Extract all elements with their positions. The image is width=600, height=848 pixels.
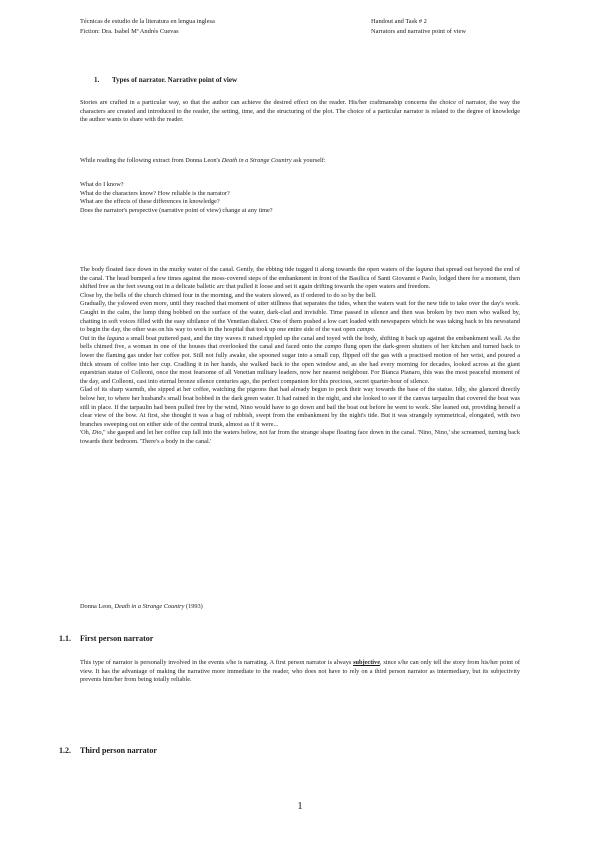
handout-title: Handout and Task # 2 bbox=[371, 18, 427, 25]
novel-extract bbox=[80, 266, 520, 446]
citation: Donna Leon, Death in a Strange Country (1993) bbox=[80, 603, 203, 610]
section-1-2-heading bbox=[59, 746, 157, 755]
extract-paragraph: Glad of its sharp warmth, she sipped at her coffee, watching the pigeons that had already begun to peck their way towards the base of the statue. Idly, she glanced directly below her, to where her husband's small boat bobbed in the dark green water. It had rained in the night, and she looked to see if the canvas tarpaulin that covered the boat was still in place. If the tarpaulin had been pulled free by the wind, Nino would have to go down and bail the boat out before he went to work. She leaned out, providing herself a clear view of the bow. At first, she thought it was a bag of rubbish, swept from the embankment by the night's tide. But it was strangely symmetrical, elongated, with two branches sweeping out on either side of the central trunk, almost as if it were... bbox=[80, 386, 520, 428]
header-right bbox=[371, 17, 521, 37]
citation-title: Death in a Strange Country bbox=[114, 603, 185, 610]
prompt-text-end: ask yourself: bbox=[291, 157, 326, 164]
section-1-heading bbox=[94, 76, 237, 84]
section-1-title: Types of narrator. Narrative point of view bbox=[112, 76, 238, 84]
intro-paragraph: Stories are crafted in a particular way, so that the author can achieve the desired effect on the reader. His/her craftmanship concerns the choice of narrator, the way the characters are created and introduced to the reader, the setting, time, and the structuring of the plot. The choice of a particular narrator is related to the degree of knowledge the author wants to share with the reader. bbox=[80, 99, 520, 124]
section-1-1-title: First person narrator bbox=[80, 634, 154, 643]
header-left bbox=[80, 17, 215, 37]
prompt-book-title: Death in a Strange Country bbox=[221, 157, 292, 164]
extract-paragraph: Out in the laguna a small boat puttered past, and the tiny waves it raised rippled up the canal and toyed with the body, shifting it back up against the embankment wall. As the bells chimed five, a woman in one of the houses that overlooked the canal and faced onto the campo flung open the dark-green shutters of her kitchen and turned back to lower the flaming gas under her coffee pot. Still not fully awake, she spooned sugar into a small cup, flipped off the gas with a practised motion of her wrist, and poured a thick stream of coffee into her cup. Cradling it in her hands, she walked back to the open window and, as she had every morning for decades, looked across at the giant equestrian statue of Colleoni, once the most fearsome of all Venetian military leaders, now her nearest neighbour. For Bianca Pianaro, this was the most peaceful moment of the day, and Colleoni, cast into eternal bronze silence centuries ago, the perfect companion for this precious, secret quarter-hour of silence. bbox=[80, 334, 521, 385]
extract-paragraph: Close by, the bells of the church chimed four in the morning, and the waters slowed, as if ordered to do so by the bell. bbox=[80, 291, 377, 299]
course-title: Técnicas de estudio de la literatura en lengua inglesa bbox=[80, 18, 215, 25]
extract-paragraph: 'Oh, Dio," she gasped and let her coffee cup fall into the waters below, not far from the strange shape floating face down in the canal. 'Nino, Nino,' she screamed, turning back towards their bedroom. 'There's a body in the canal.' bbox=[80, 429, 520, 445]
question: What do I know? bbox=[80, 181, 124, 188]
reading-prompt bbox=[80, 157, 520, 166]
question: What do the characters know? How reliable is the narrator? bbox=[80, 189, 230, 197]
section-1-number: 1. bbox=[94, 76, 100, 84]
section-1-intro bbox=[80, 99, 520, 125]
section-1-1-text: This type of narrator is personally involved in the events s/he is narrating. A first person narrator is always subjective, since s/he can only tell the story from his/her point of view. It has the advantage of making the narrative more immediate to the reader, who does not have to rely on a third person narrator as intermediary, but its subjectivity prevents him/her from being totally reliable. bbox=[80, 659, 520, 684]
subjective-term: subjective bbox=[353, 659, 380, 666]
section-1-1-number: 1.1. bbox=[59, 634, 71, 643]
question: Does the narrator's perspective (narrative point of view) change at any time? bbox=[80, 206, 273, 214]
instructor-line: Fiction: Dra. Isabel Mª Andrés Cuevas bbox=[80, 28, 179, 35]
extract-paragraph: The body floated face down in the murky water of the canal. Gently, the ebbing tide tugged it along towards the open waters of the laguna that spread out beyond the end of the canal. The head bumped a few times against the moss-covered steps of the embankment in front of the Basilica of Santi Giovanni e Paolo, lodged there for a moment, then shifted free as the feet swung out in a delicate balletic arc that pulled it loose and set it again drifting towards the open waters and freedom. bbox=[80, 266, 521, 291]
question: What are the effects of these differences in knowledge? bbox=[80, 198, 220, 206]
section-1-2-number: 1.2. bbox=[59, 746, 71, 755]
prompt-text: While reading the following extract from Donna Leon's bbox=[80, 157, 222, 164]
handout-subtitle: Narrators and narrative point of view bbox=[371, 28, 466, 35]
section-1-1-heading bbox=[59, 634, 153, 643]
extract-paragraph: Gradually, the yslowed even more, until they reached that moment of utter stillness that separates the tides, when the waters wait for the new tide to take over the day's work. Caught in the calm, the lump thing bobbed on the surface of the water, dark-clad and invisible. Time passed in silence and then was broken by two men who walked by, chatting in soft voices filled with the easy sibilance of the Venetian dialect. One of them pushed a low cart loaded with newspapers which he was taking back to his newsstand to begin the day, the other was on his way to work in the hospital that took up one entire side of the vast open campo. bbox=[80, 300, 520, 334]
question-list bbox=[80, 181, 520, 215]
page-number: 1 bbox=[297, 800, 303, 812]
section-1-2-title: Third person narrator bbox=[80, 746, 157, 755]
